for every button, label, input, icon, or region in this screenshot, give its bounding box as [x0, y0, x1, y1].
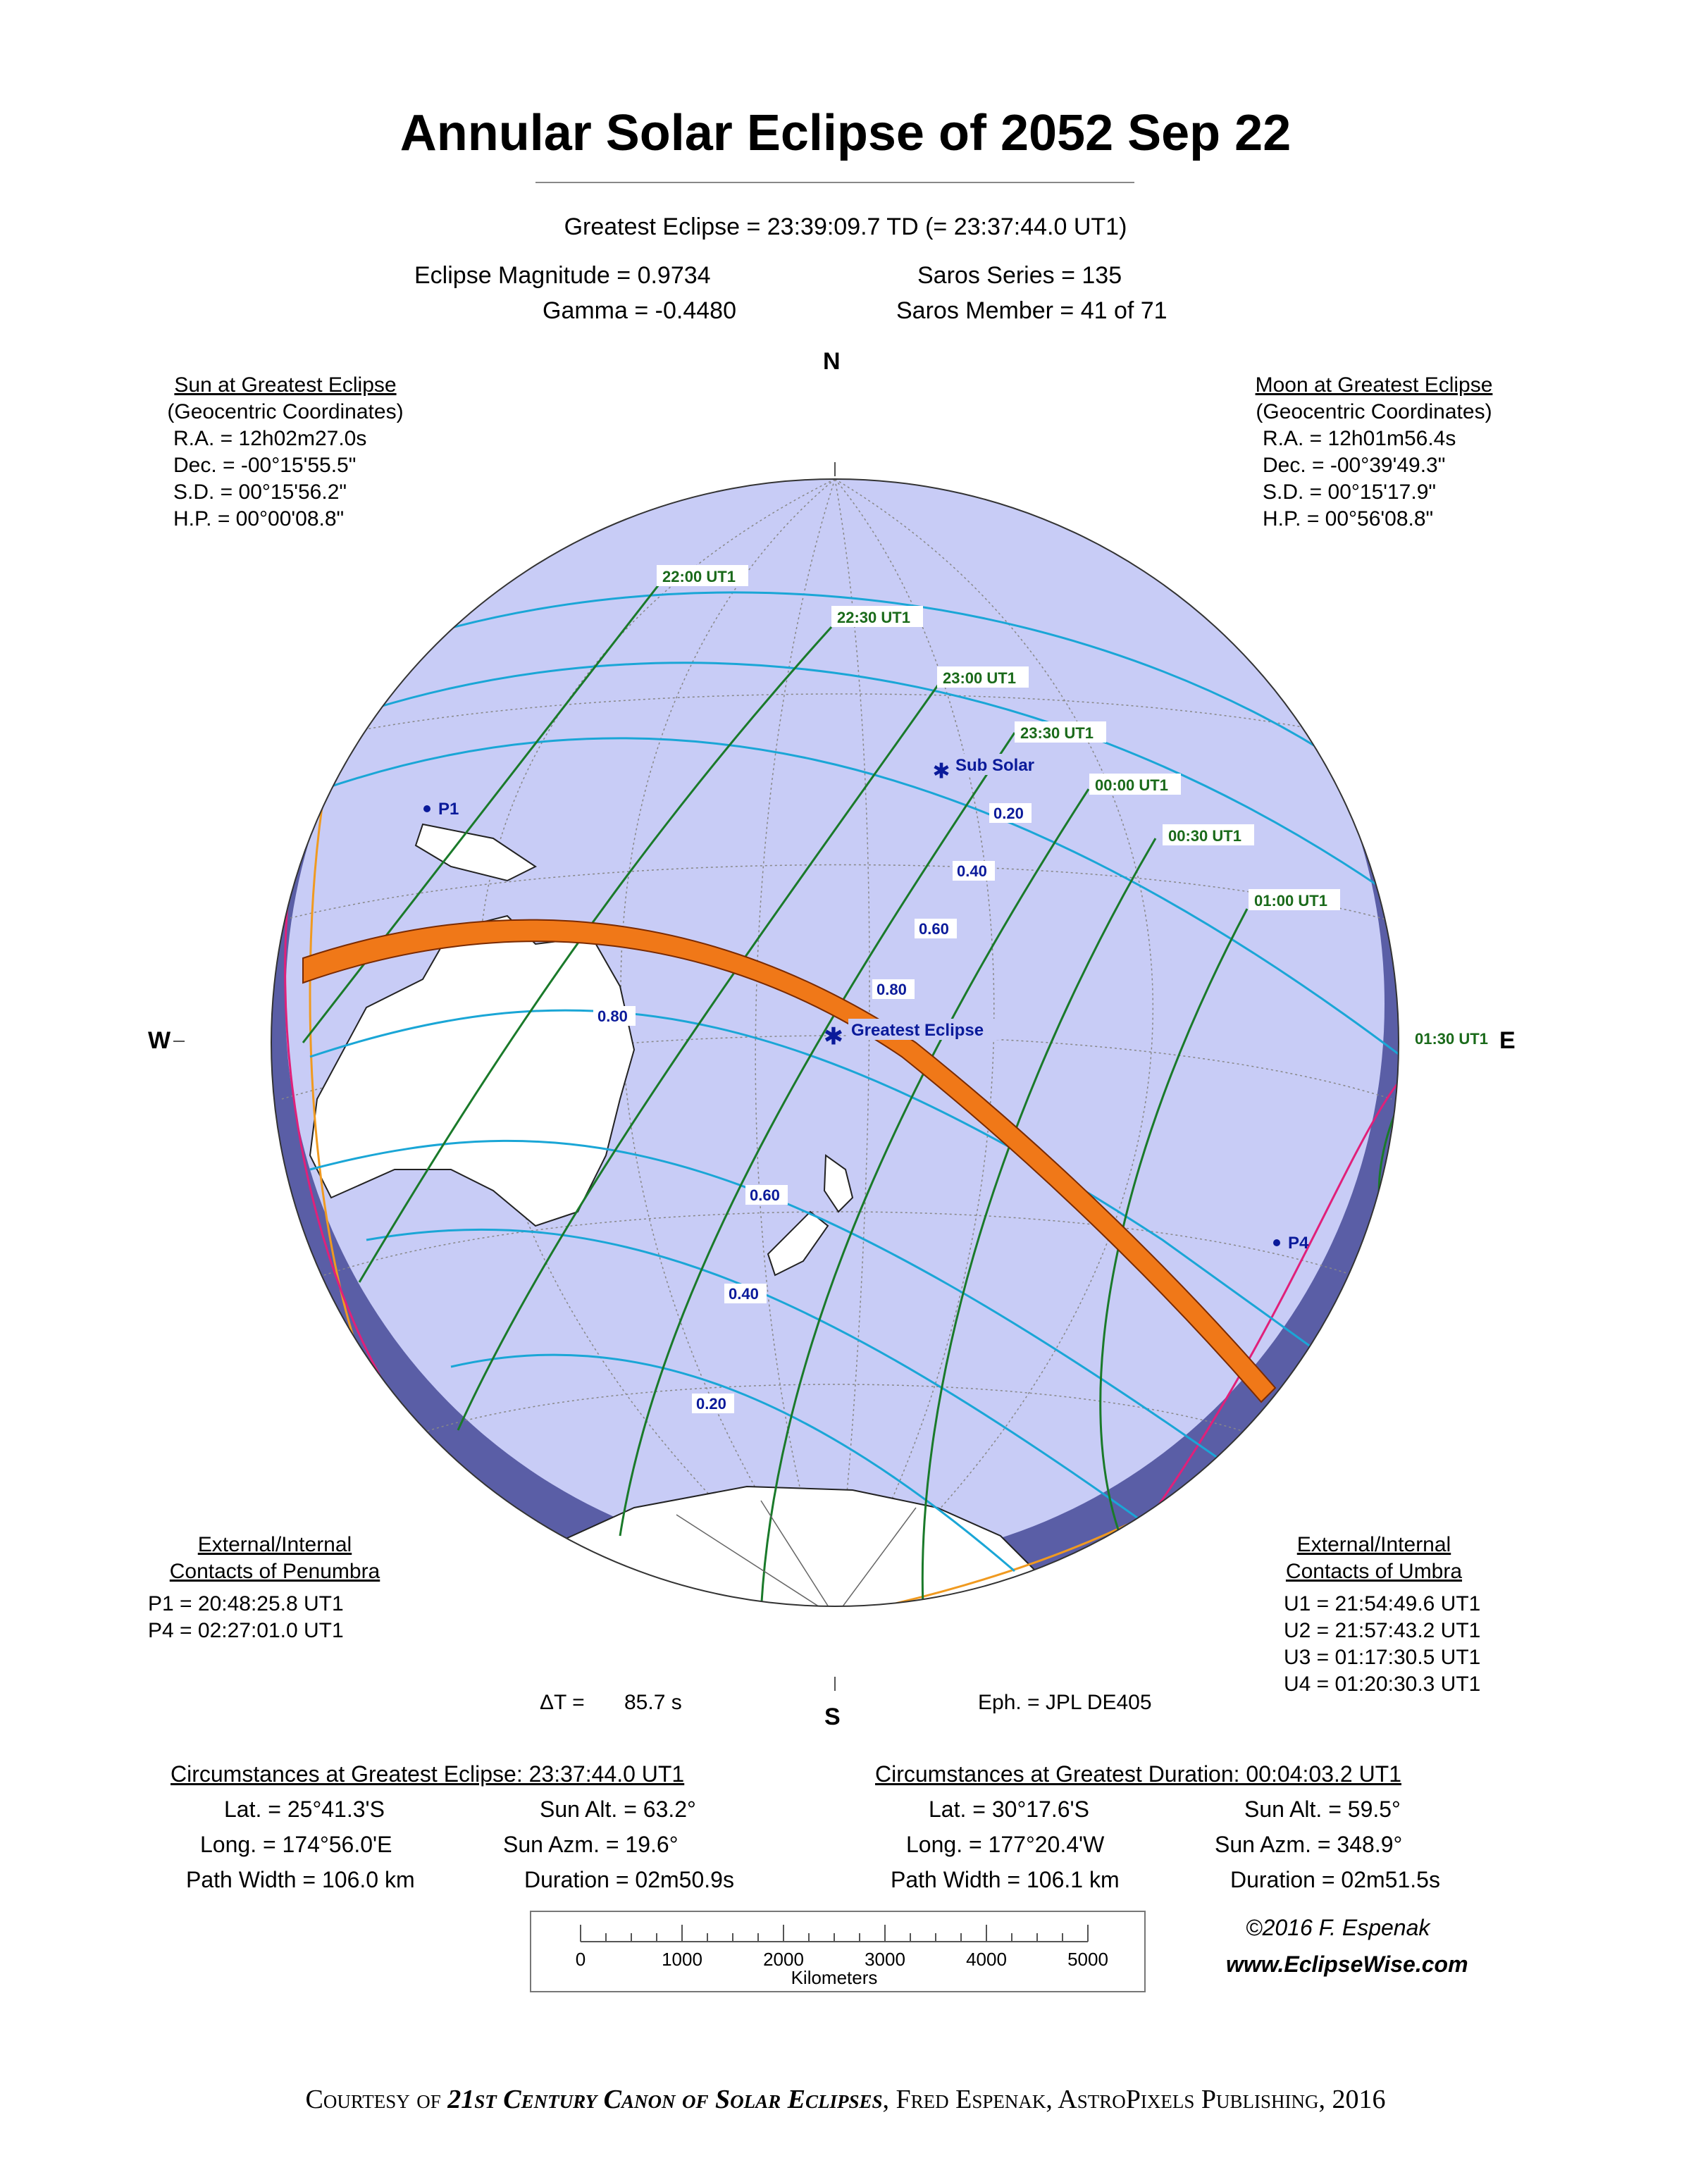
time-label-0130: 01:30 UT1 [1415, 1030, 1488, 1048]
scale-label: 3000 [865, 1949, 905, 1970]
greatest-eclipse-circumstances-heading: Circumstances at Greatest Eclipse: 23:37:44.0 UT1 [171, 1761, 685, 1787]
time-label-0030: 00:30 UT1 [1168, 827, 1241, 845]
greatest-eclipse-marker: ✱ [823, 1022, 844, 1051]
p4-contact: P4 = 02:27:01.0 UT1 [148, 1619, 344, 1642]
credit-prefix: Courtesy of [305, 2085, 448, 2114]
scale-label: 2000 [763, 1949, 804, 1970]
ge-longitude: Long. = 174°56.0'E [200, 1832, 392, 1857]
greatest-eclipse-time: Greatest Eclipse = 23:39:09.7 TD (= 23:37:44.0 UT1) [564, 213, 1127, 240]
magnitude-label: 0.20 [993, 805, 1024, 822]
penumbra-values [148, 1591, 344, 1644]
moon-ra: R.A. = 12h01m56.4s [1263, 427, 1456, 450]
copyright: ©2016 F. Espenak [1246, 1915, 1430, 1940]
sun-hp: H.P. = 00°00'08.8" [173, 507, 345, 531]
sun-heading: Sun at Greatest Eclipse [174, 373, 397, 397]
gd-path-width: Path Width = 106.1 km [891, 1867, 1120, 1892]
gd-sun-altitude: Sun Alt. = 59.5° [1244, 1797, 1401, 1822]
p1-label: P1 [438, 800, 459, 819]
umbra-contacts [1254, 1532, 1494, 1585]
delta-t-value: 85.7 s [624, 1691, 682, 1714]
ge-duration: Duration = 02m50.9s [524, 1867, 734, 1892]
page-title: Annular Solar Eclipse of 2052 Sep 22 [399, 105, 1292, 161]
sub-solar-marker: ✱ [932, 759, 950, 784]
u2-contact: U2 = 21:57:43.2 UT1 [1284, 1619, 1481, 1642]
time-label-0100: 01:00 UT1 [1254, 892, 1327, 910]
scale-bar [530, 1911, 1146, 1992]
moon-hp: H.P. = 00°56'08.8" [1263, 507, 1434, 531]
time-label-2200: 22:00 UT1 [662, 568, 736, 585]
penumbra-heading-2: Contacts of Penumbra [169, 1560, 380, 1583]
magnitude-label: 0.80 [877, 981, 907, 998]
magnitude-label: 0.60 [750, 1186, 780, 1204]
gd-duration: Duration = 02m51.5s [1230, 1867, 1440, 1892]
magnitude-label: 0.40 [957, 862, 987, 880]
moon-subheading: (Geocentric Coordinates) [1256, 400, 1492, 423]
p4-marker [1273, 1239, 1280, 1246]
gd-longitude: Long. = 177°20.4'W [906, 1832, 1105, 1857]
delta-t-label: ΔT = [540, 1691, 585, 1714]
u4-contact: U4 = 01:20:30.3 UT1 [1284, 1673, 1481, 1696]
penumbra-contacts [141, 1532, 409, 1585]
penumbra-heading-1: External/Internal [197, 1533, 352, 1556]
time-label-2300: 23:00 UT1 [943, 669, 1016, 687]
u3-contact: U3 = 01:17:30.5 UT1 [1284, 1646, 1481, 1669]
ge-sun-azimuth: Sun Azm. = 19.6° [503, 1832, 679, 1857]
south-label: S [824, 1704, 841, 1730]
p1-marker [423, 805, 431, 812]
moon-dec: Dec. = -00°39'49.3" [1263, 454, 1446, 477]
time-label-2230: 22:30 UT1 [837, 609, 910, 626]
scale-bar-labels [576, 1949, 1108, 1988]
magnitude-label: 0.20 [696, 1395, 726, 1413]
scale-label: 5000 [1067, 1949, 1108, 1970]
umbra-heading-2: Contacts of Umbra [1285, 1560, 1463, 1583]
sun-dec: Dec. = -00°15'55.5" [173, 454, 357, 477]
p1-contact: P1 = 20:48:25.8 UT1 [148, 1592, 344, 1615]
magnitude-label: 0.60 [919, 920, 949, 938]
north-label: N [823, 348, 841, 375]
gd-latitude: Lat. = 30°17.6'S [929, 1797, 1089, 1822]
scale-label: 4000 [966, 1949, 1007, 1970]
sun-subheading: (Geocentric Coordinates) [167, 400, 404, 423]
eclipse-magnitude: Eclipse Magnitude = 0.9734 [414, 262, 711, 289]
scale-label: 1000 [662, 1949, 702, 1970]
scale-unit: Kilometers [791, 1967, 878, 1988]
ge-latitude: Lat. = 25°41.3'S [224, 1797, 385, 1822]
time-label-2330: 23:30 UT1 [1020, 724, 1094, 742]
saros-series: Saros Series = 135 [917, 262, 1122, 289]
time-label-0000: 00:00 UT1 [1095, 776, 1168, 794]
sun-sd: S.D. = 00°15'56.2" [173, 480, 347, 504]
u1-contact: U1 = 21:54:49.6 UT1 [1284, 1592, 1481, 1615]
magnitude-label: 0.40 [729, 1285, 759, 1303]
saros-member: Saros Member = 41 of 71 [896, 297, 1167, 324]
credit-suffix: , Fred Espenak, AstroPixels Publishing, 2016 [882, 2085, 1386, 2114]
sun-ra: R.A. = 12h02m27.0s [173, 427, 367, 450]
moon-heading: Moon at Greatest Eclipse [1255, 373, 1493, 397]
greatest-eclipse-label: Greatest Eclipse [851, 1021, 984, 1040]
ge-path-width: Path Width = 106.0 km [186, 1867, 415, 1892]
west-label: W [148, 1027, 171, 1054]
scale-label: 0 [575, 1949, 586, 1970]
website: www.EclipseWise.com [1226, 1952, 1468, 1977]
ephemeris: Eph. = JPL DE405 [978, 1691, 1152, 1714]
credit-book-title: 21st Century Canon of Solar Eclipses [447, 2085, 883, 2114]
umbra-heading-1: External/Internal [1296, 1533, 1451, 1556]
moon-sd: S.D. = 00°15'17.9" [1263, 480, 1437, 504]
p4-label: P4 [1288, 1234, 1309, 1253]
umbra-values [1284, 1591, 1480, 1698]
credit-line [0, 2084, 1691, 2115]
east-label: E [1499, 1027, 1516, 1054]
greatest-duration-circumstances-heading: Circumstances at Greatest Duration: 00:04:03.2 UT1 [875, 1761, 1402, 1787]
scale-bar-ticks [581, 1925, 1088, 1942]
sub-solar-label: Sub Solar [955, 756, 1035, 775]
magnitude-label: 0.80 [597, 1007, 628, 1025]
gamma: Gamma = -0.4480 [543, 297, 736, 324]
ge-sun-altitude: Sun Alt. = 63.2° [540, 1797, 696, 1822]
gd-sun-azimuth: Sun Azm. = 348.9° [1215, 1832, 1403, 1857]
